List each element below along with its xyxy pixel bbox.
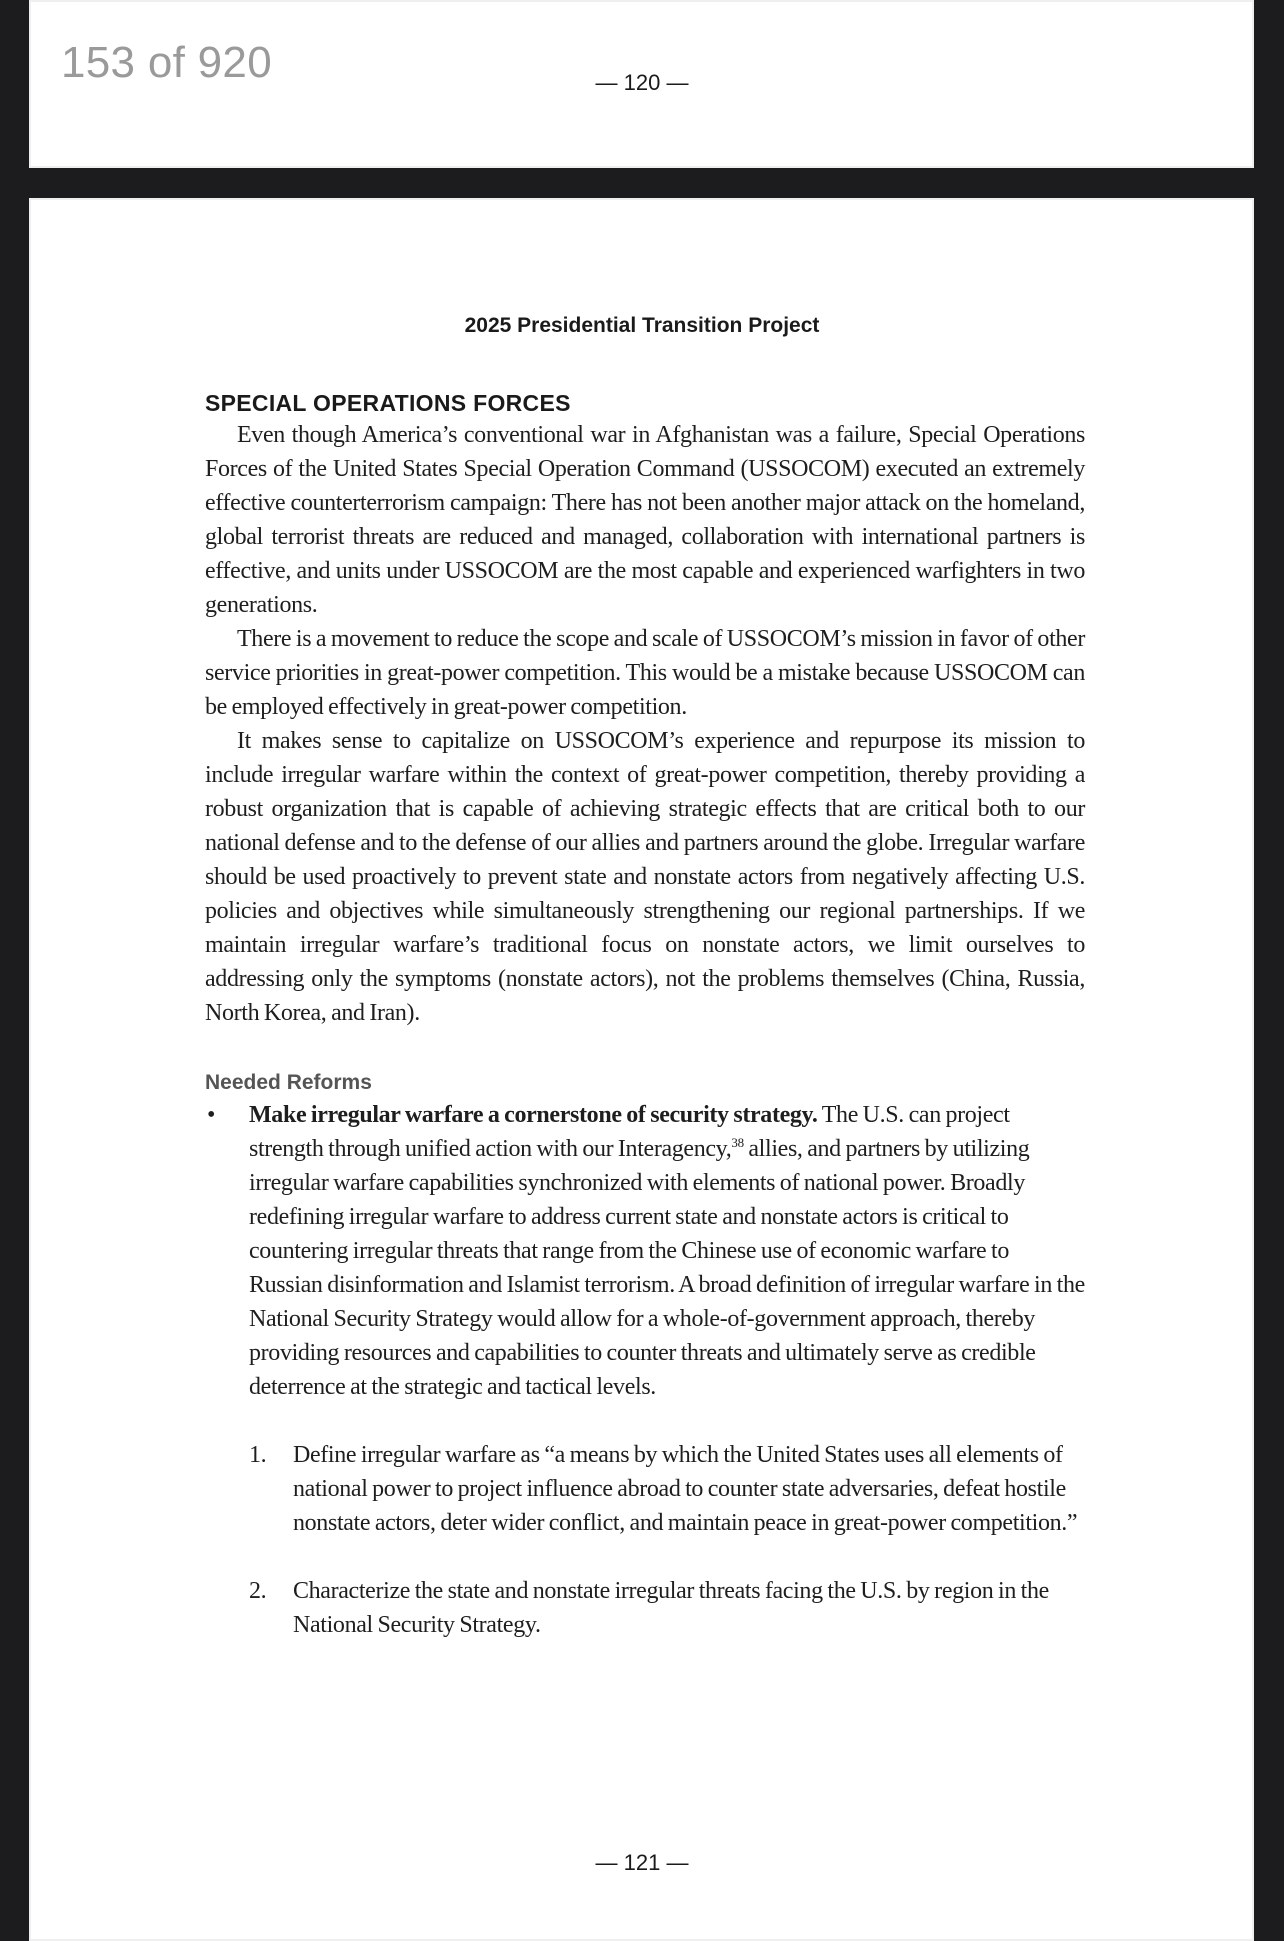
numbered-item-text: Characterize the state and nonstate irregular threats facing the U.S. by region in the National Security Strategy.: [293, 1578, 1049, 1638]
bullet-icon: •: [207, 1102, 216, 1128]
page-content: [205, 388, 1085, 1642]
bullet-text-continued: allies, and partners by utilizing irregular warfare capabilities synchronized with elements of national power. Broadly redefining irregular warfare to address current state and nonstate actors is critical to countering irregular threats that range from the Chinese use of economic warfare to Russian disinformation and Islamist terrorism. A broad definition of irregular warfare in the National Security Strategy would allow for a whole-of-government approach, thereby providing resources and capabilities to counter threats and ultimately serve as credible deterrence at the strategic and tactical levels.: [249, 1136, 1085, 1400]
numbered-item: [205, 1438, 1085, 1540]
numbered-item-label: 1.: [249, 1442, 267, 1468]
bullet-lead: Make irregular warfare a cornerstone of security strategy.: [249, 1102, 818, 1128]
numbered-item: [205, 1574, 1085, 1642]
page-counter: 153 of 920: [61, 38, 272, 87]
section-heading: SPECIAL OPERATIONS FORCES: [205, 390, 571, 416]
paragraph: Even though America’s conventional war in Afghanistan was a failure, Special Operations Forces of the United States Special Operation Command (USSOCOM) executed an extremely effective counterterrorism campaign: There has not been another major attack on the homeland, global terrorist threats are reduced and managed, collaboration with international partners is effective, and units under USSOCOM are the most capable and experienced warfighters in two generations.: [205, 422, 1085, 618]
bullet-item: [205, 1098, 1085, 1404]
paragraph: There is a movement to reduce the scope and scale of USSOCOM’s mission in favor of other service priorities in great-power competition. This would be a mistake because USSOCOM can be employed effectively in great-power competition.: [205, 626, 1085, 720]
current-page: [29, 198, 1254, 1941]
page-number-previous: — 120 —: [595, 70, 689, 95]
bullet-text: The U.S. can project strength through unified action with our Interagency,: [249, 1102, 1010, 1162]
numbered-item-label: 2.: [249, 1578, 267, 1604]
paragraph: It makes sense to capitalize on USSOCOM’s experience and repurpose its mission to include irregular warfare within the context of great-power competition, thereby providing a robust organization that is capable of achieving strategic effects that are critical both to our national defense and to the defense of our allies and partners around the globe. Irregular warfare should be used proactively to prevent state and nonstate actors from negatively affecting U.S. policies and objectives while simultaneously strengthening our regional partnerships. If we maintain irregular warfare’s traditional focus on nonstate actors, we limit ourselves to addressing only the symptoms (nonstate actors), not the problems themselves (China, Russia, North Korea, and Iran).: [205, 728, 1085, 1026]
running-head: 2025 Presidential Transition Project: [464, 314, 820, 337]
page-number-current: — 121 —: [595, 1850, 689, 1875]
footnote-reference[interactable]: 38: [731, 1135, 744, 1150]
numbered-item-text: Define irregular warfare as “a means by which the United States uses all elements of national power to project influence abroad to counter state adversaries, defeat hostile nonstate actors, deter wider conflict, and maintain peace in great-power competition.”: [293, 1442, 1078, 1536]
previous-page: [29, 0, 1254, 168]
subheading-needed-reforms: Needed Reforms: [205, 1071, 372, 1094]
